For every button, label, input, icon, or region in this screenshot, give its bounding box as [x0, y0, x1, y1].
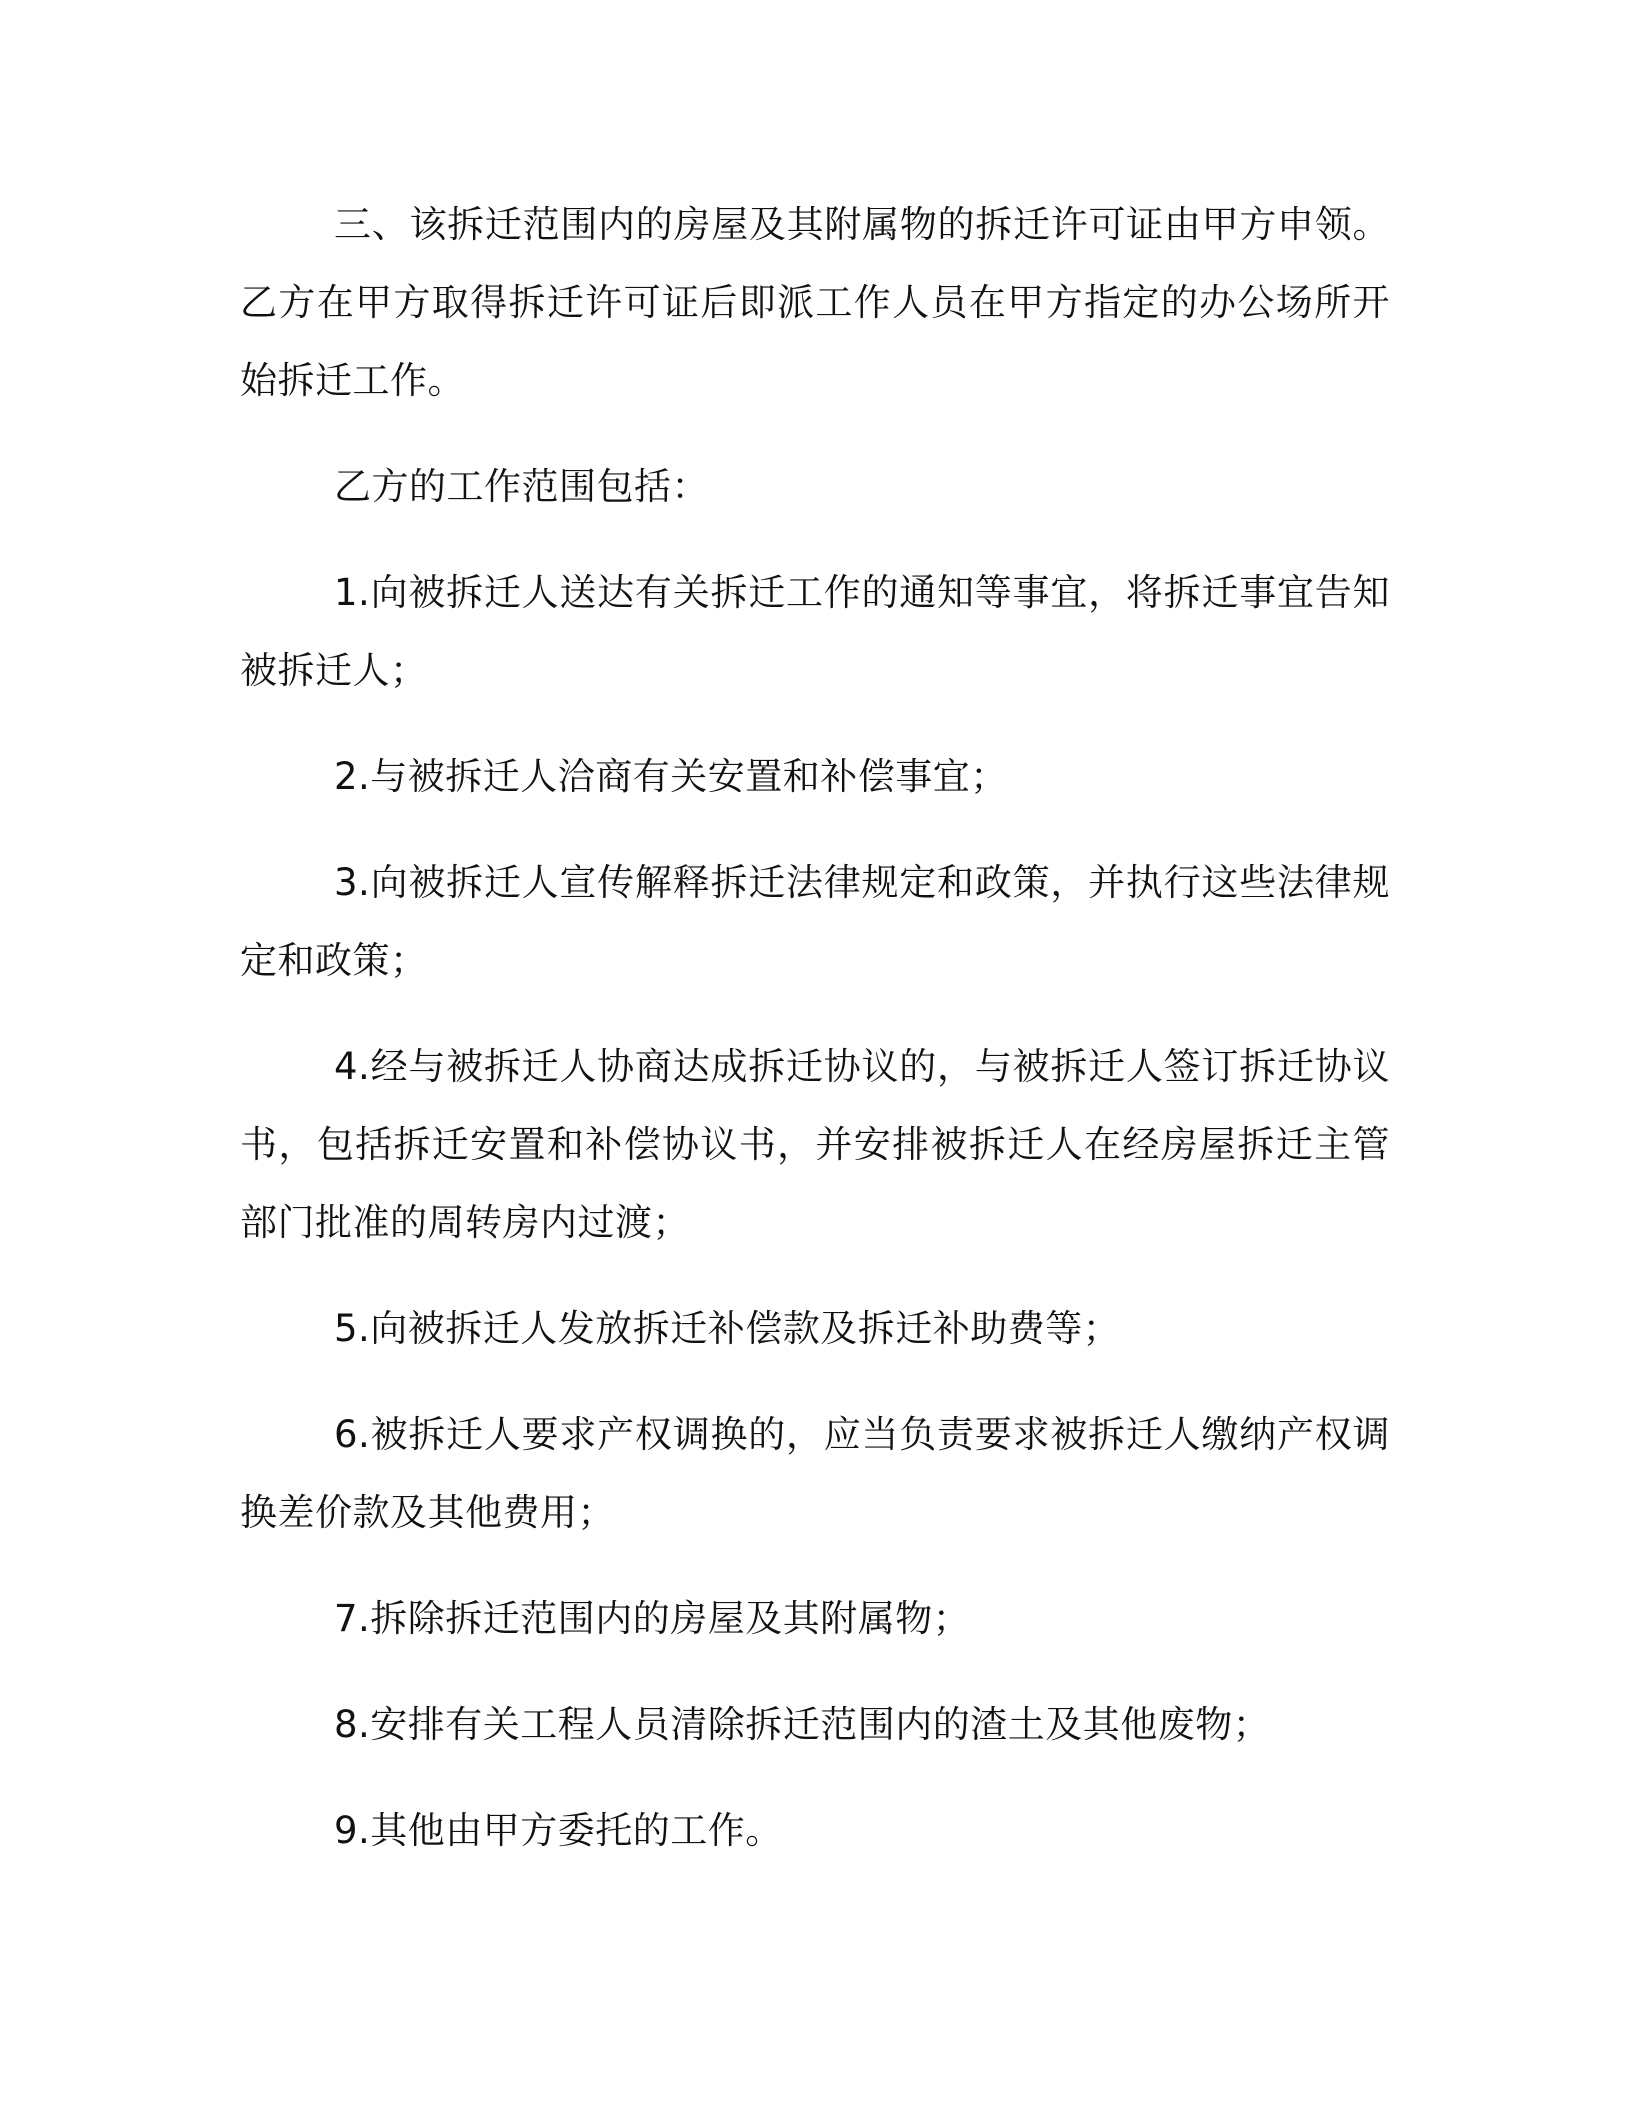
document-body: [240, 186, 1390, 1898]
paragraph-item-5: 5.向被拆迁人发放拆迁补偿款及拆迁补助费等；: [334, 1307, 1121, 1350]
paragraph-item-2: 2.与被拆迁人洽商有关安置和补偿事宜；: [334, 755, 1008, 798]
paragraph-item-1: 1.向被拆迁人送达有关拆迁工作的通知等事宜，将拆迁事宜告知被拆迁人；: [240, 571, 1390, 692]
paragraph-item-8: 8.安排有关工程人员清除拆迁范围内的渣土及其他废物；: [334, 1703, 1271, 1746]
paragraph-article-3: 三、该拆迁范围内的房屋及其附属物的拆迁许可证由甲方申领。乙方在甲方取得拆迁许可证后即派工作人员在甲方指定的办公场所开始拆迁工作。: [240, 203, 1390, 402]
paragraph-item-4: 4.经与被拆迁人协商达成拆迁协议的，与被拆迁人签订拆迁协议书，包括拆迁安置和补偿协议书，并安排被拆迁人在经房屋拆迁主管部门批准的周转房内过渡；: [240, 1045, 1390, 1244]
paragraph-item-3: 3.向被拆迁人宣传解释拆迁法律规定和政策，并执行这些法律规定和政策；: [240, 861, 1390, 982]
paragraph-item-9: 9.其他由甲方委托的工作。: [334, 1809, 783, 1852]
paragraph-item-6: 6.被拆迁人要求产权调换的，应当负责要求被拆迁人缴纳产权调换差价款及其他费用；: [240, 1413, 1390, 1534]
paragraph-item-7: 7.拆除拆迁范围内的房屋及其附属物；: [334, 1597, 971, 1640]
paragraph-scope-intro: 乙方的工作范围包括：: [334, 465, 709, 508]
